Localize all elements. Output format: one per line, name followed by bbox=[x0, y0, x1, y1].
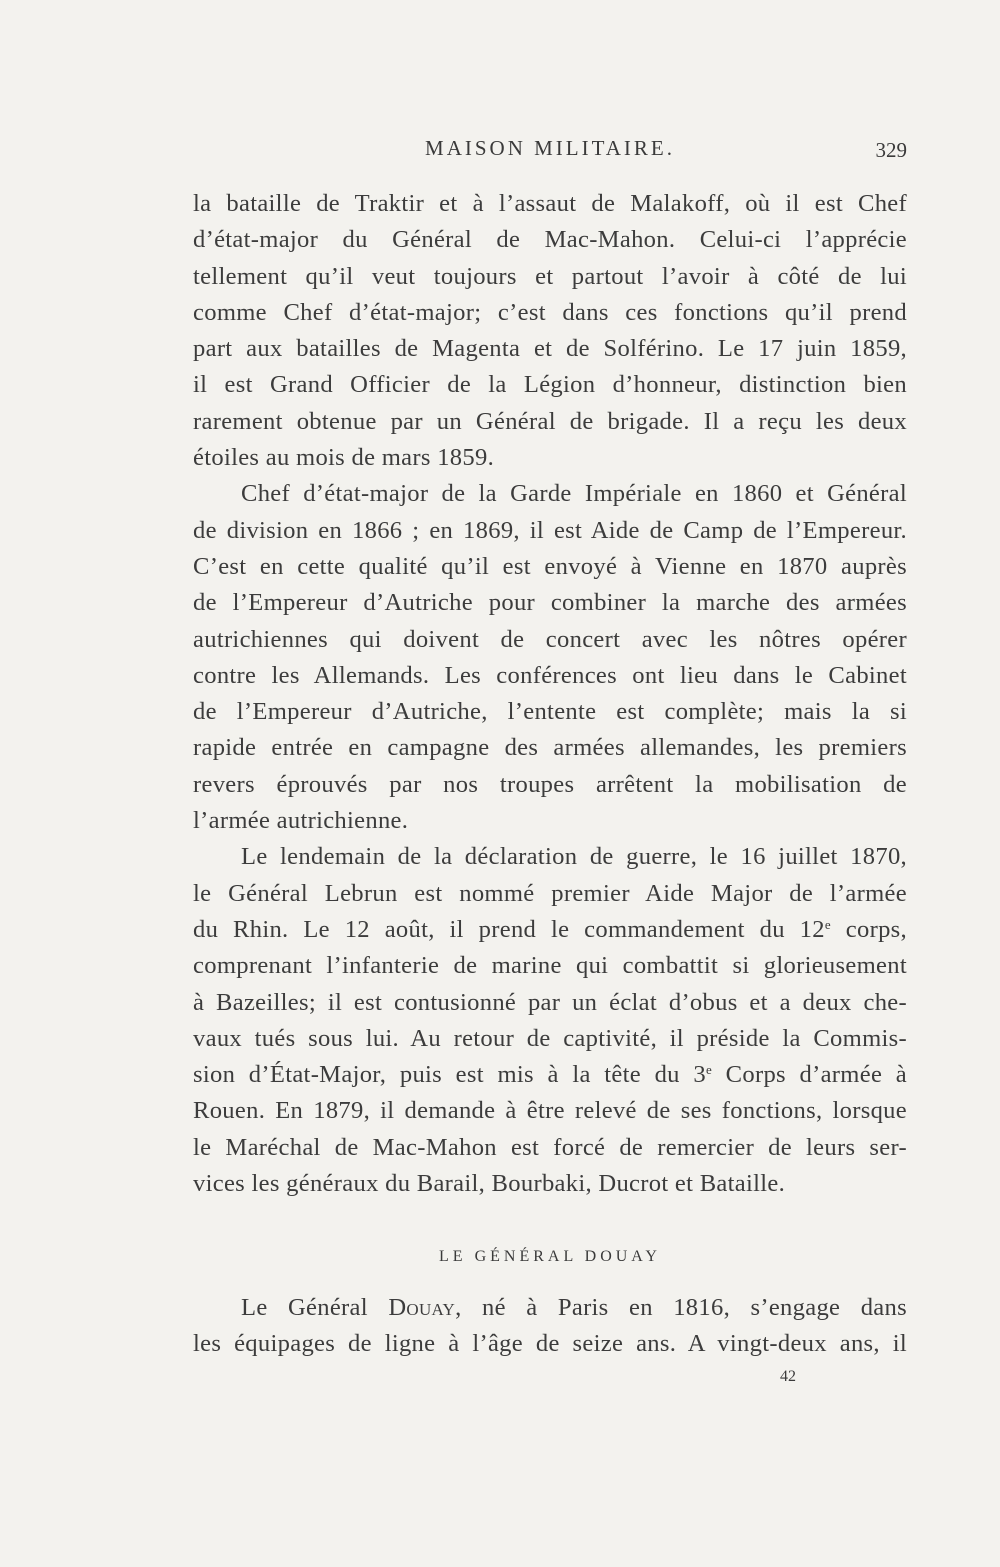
text-line: de division en 1866 ; en 1869, il est Aide de Camp de l’Empereur. bbox=[193, 516, 907, 544]
superscript: e bbox=[705, 1062, 713, 1078]
text-line: C’est en cette qualité qu’il est envoyé à Vienne en 1870 auprès bbox=[193, 552, 907, 580]
page-number: 329 bbox=[875, 138, 907, 162]
name-smallcaps: Douay bbox=[388, 1294, 456, 1321]
text-line: à Bazeilles; il est contusionné par un éclat d’obus et a deux che- bbox=[193, 988, 907, 1016]
text-line: comprenant l’infanterie de marine qui combattit si glorieusement bbox=[193, 952, 907, 980]
text-fragment: , né à Paris en 1816, s’engage dans bbox=[455, 1294, 907, 1321]
body-text bbox=[193, 186, 907, 1202]
text-line: tellement qu’il veut toujours et partout l’avoir à côté de lui bbox=[193, 262, 907, 290]
text-line bbox=[193, 912, 907, 948]
superscript: e bbox=[824, 916, 831, 932]
text-line: l’armée autrichienne. bbox=[193, 807, 409, 835]
text-line: le Maréchal de Mac-Mahon est forcé de remercier de leurs ser- bbox=[193, 1133, 907, 1161]
text-line: Le lendemain de la déclaration de guerre, le 16 juillet 1870, bbox=[241, 843, 907, 871]
signature-mark: 42 bbox=[780, 1368, 796, 1385]
text-fragment: corps, bbox=[830, 915, 907, 943]
text-line: vaux tués sous lui. Au retour de captivité, il préside la Commis- bbox=[193, 1024, 907, 1052]
text-line: il est Grand Officier de la Légion d’honneur, distinction bien bbox=[193, 371, 907, 399]
text-line bbox=[193, 1057, 907, 1093]
text-fragment: du Rhin. Le 12 août, il prend le commandement du 12 bbox=[193, 915, 825, 943]
section-body bbox=[193, 1290, 907, 1363]
text-line: de l’Empereur d’Autriche, l’entente est complète; mais la si bbox=[193, 698, 907, 726]
paragraph-2 bbox=[193, 476, 907, 839]
text-fragment: Le Général bbox=[241, 1294, 389, 1321]
text-line: comme Chef d’état-major; c’est dans ces fonctions qu’il prend bbox=[193, 298, 907, 326]
text-line: contre les Allemands. Les conférences ont lieu dans le Cabinet bbox=[193, 661, 907, 689]
text-line: Rouen. En 1879, il demande à être relevé de ses fonctions, lorsque bbox=[193, 1097, 907, 1125]
text-line: la bataille de Traktir et à l’assaut de Malakoff, où il est Chef bbox=[193, 190, 907, 217]
text-line bbox=[193, 1290, 907, 1326]
section-heading: LE GÉNÉRAL DOUAY bbox=[439, 1248, 661, 1265]
text-fragment: sion d’État-Major, puis est mis à la tête du 3 bbox=[193, 1061, 706, 1089]
running-title: MAISON MILITAIRE. bbox=[425, 136, 675, 160]
text-line: autrichiennes qui doivent de concert avec les nôtres opérer bbox=[193, 625, 907, 653]
text-fragment: Corps d’armée à bbox=[712, 1061, 907, 1089]
text-line: revers éprouvés par nos troupes arrêtent la mobilisation de bbox=[193, 770, 907, 798]
text-line: rarement obtenue par un Général de brigade. Il a reçu les deux bbox=[193, 407, 907, 435]
paragraph-3 bbox=[193, 839, 907, 1202]
text-line: vices les généraux du Barail, Bourbaki, Ducrot et Bataille. bbox=[193, 1170, 786, 1198]
running-header bbox=[193, 136, 907, 170]
text-line: le Général Lebrun est nommé premier Aide Major de l’armée bbox=[193, 879, 907, 907]
text-line: d’état-major du Général de Mac-Mahon. Celui-ci l’apprécie bbox=[193, 226, 907, 254]
text-line: étoiles au mois de mars 1859. bbox=[193, 444, 495, 472]
paragraph-1 bbox=[193, 186, 907, 476]
text-line: Chef d’état-major de la Garde Impériale en 1860 et Général bbox=[241, 480, 907, 508]
text-line: de l’Empereur d’Autriche pour combiner la marche des armées bbox=[193, 589, 907, 617]
paragraph-4 bbox=[193, 1290, 907, 1363]
text-line: rapide entrée en campagne des armées allemandes, les premiers bbox=[193, 734, 907, 762]
text-line: part aux batailles de Magenta et de Solférino. Le 17 juin 1859, bbox=[193, 335, 907, 363]
text-line: les équipages de ligne à l’âge de seize ans. A vingt-deux ans, il bbox=[193, 1330, 907, 1358]
